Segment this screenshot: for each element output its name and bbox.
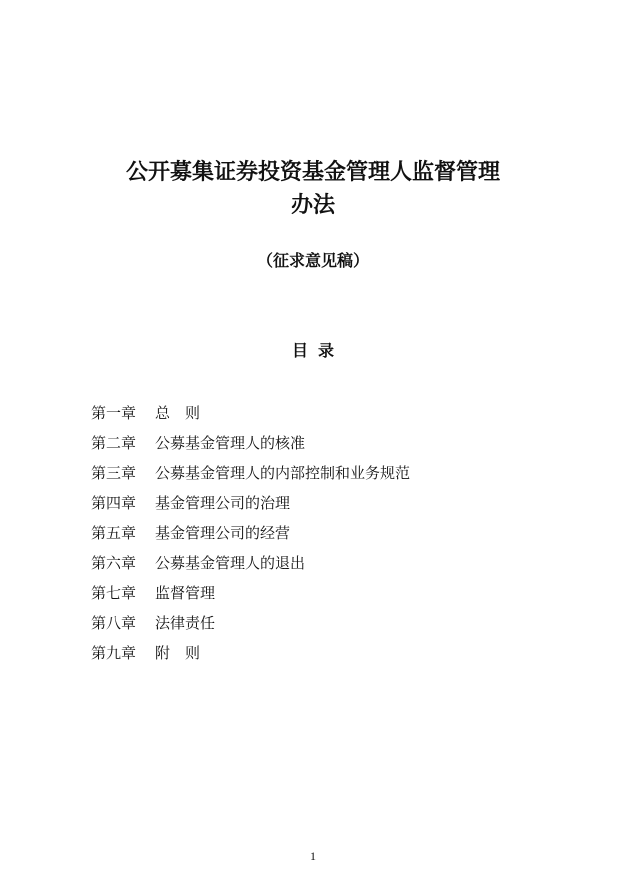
toc-item (91, 638, 410, 668)
toc-chapter-number: 第一章 (91, 404, 137, 422)
toc-item (91, 518, 410, 548)
toc-chapter-title: 基金管理公司的经营 (155, 524, 291, 542)
page-number: 1 (310, 849, 316, 863)
document-title-line-1: 公开募集证券投资基金管理人监督管理 (125, 159, 500, 185)
toc-heading: 目录 (291, 341, 344, 360)
toc-item (91, 608, 410, 638)
toc-chapter-title: 公募基金管理人的核准 (155, 434, 306, 452)
toc-chapter-title: 公募基金管理人的内部控制和业务规范 (155, 464, 411, 482)
toc-chapter-number: 第二章 (91, 434, 137, 452)
toc-chapter-number: 第六章 (91, 554, 137, 572)
toc-chapter-number: 第五章 (91, 524, 137, 542)
table-of-contents (91, 398, 410, 668)
document-title-line-2: 办法 (290, 192, 335, 218)
toc-item (91, 398, 410, 428)
toc-item (91, 458, 410, 488)
toc-item (91, 578, 410, 608)
toc-chapter-title: 监督管理 (155, 584, 216, 602)
toc-chapter-title: 附 则 (155, 644, 201, 662)
toc-item (91, 548, 410, 578)
toc-chapter-number: 第八章 (91, 614, 137, 632)
toc-chapter-title: 基金管理公司的治理 (155, 494, 291, 512)
toc-chapter-number: 第九章 (91, 644, 137, 662)
toc-chapter-title: 总 则 (155, 404, 201, 422)
toc-chapter-title: 法律责任 (155, 614, 216, 632)
toc-chapter-number: 第四章 (91, 494, 137, 512)
toc-item (91, 428, 410, 458)
toc-chapter-number: 第七章 (91, 584, 137, 602)
document-subtitle: （征求意见稿） (256, 251, 369, 270)
toc-chapter-title: 公募基金管理人的退出 (155, 554, 306, 572)
toc-item (91, 488, 410, 518)
toc-chapter-number: 第三章 (91, 464, 137, 482)
